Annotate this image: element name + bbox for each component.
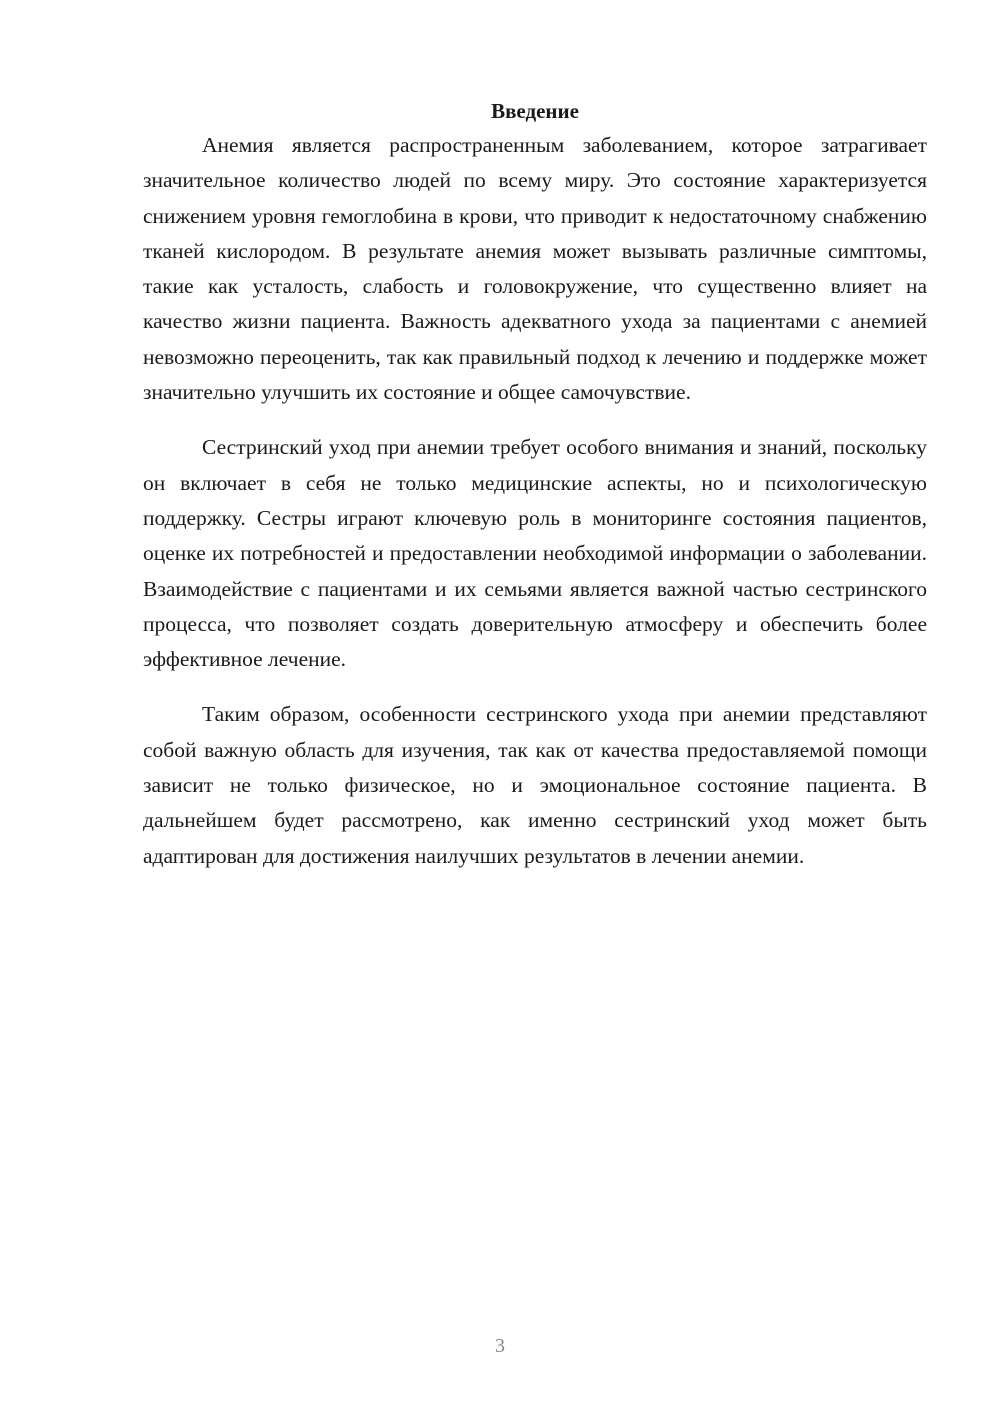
page-content [143,96,927,874]
paragraph-2: Сестринский уход при анемии требует особого внимания и знаний, поскольку он включает в себя не только медицинские аспекты, но и психологическую поддержку. Сестры играют ключевую роль в мониторинге состояния пациентов, оценке их потребностей и предоставлении необходимой информации о заболевании. Взаимодействие с пациентами и их семьями является важной частью сестринского процесса, что позволяет создать доверительную атмосферу и обеспечить более эффективное лечение. [143,435,927,672]
page-number: 3 [495,1335,505,1357]
section-heading: Введение [491,99,579,123]
paragraph-3: Таким образом, особенности сестринского ухода при анемии представляют собой важную область для изучения, так как от качества предоставляемой помощи зависит не только физическое, но и эмоциональное состояние пациента. В дальнейшем будет рассмотрено, как именно сестринский уход может быть адаптирован для достижения наилучших результатов в лечении анемии. [143,702,927,868]
paragraph-1: Анемия является распространенным заболеванием, которое затрагивает значительное количество людей по всему миру. Это состояние характеризуется снижением уровня гемоглобина в крови, что приводит к недостаточному снабжению тканей кислородом. В результате анемия может вызывать различные симптомы, такие как усталость, слабость и головокружение, что существенно влияет на качество жизни пациента. Важность адекватного ухода за пациентами с анемией невозможно переоценить, так как правильный подход к лечению и поддержке может значительно улучшить их состояние и общее самочувствие. [143,133,927,405]
